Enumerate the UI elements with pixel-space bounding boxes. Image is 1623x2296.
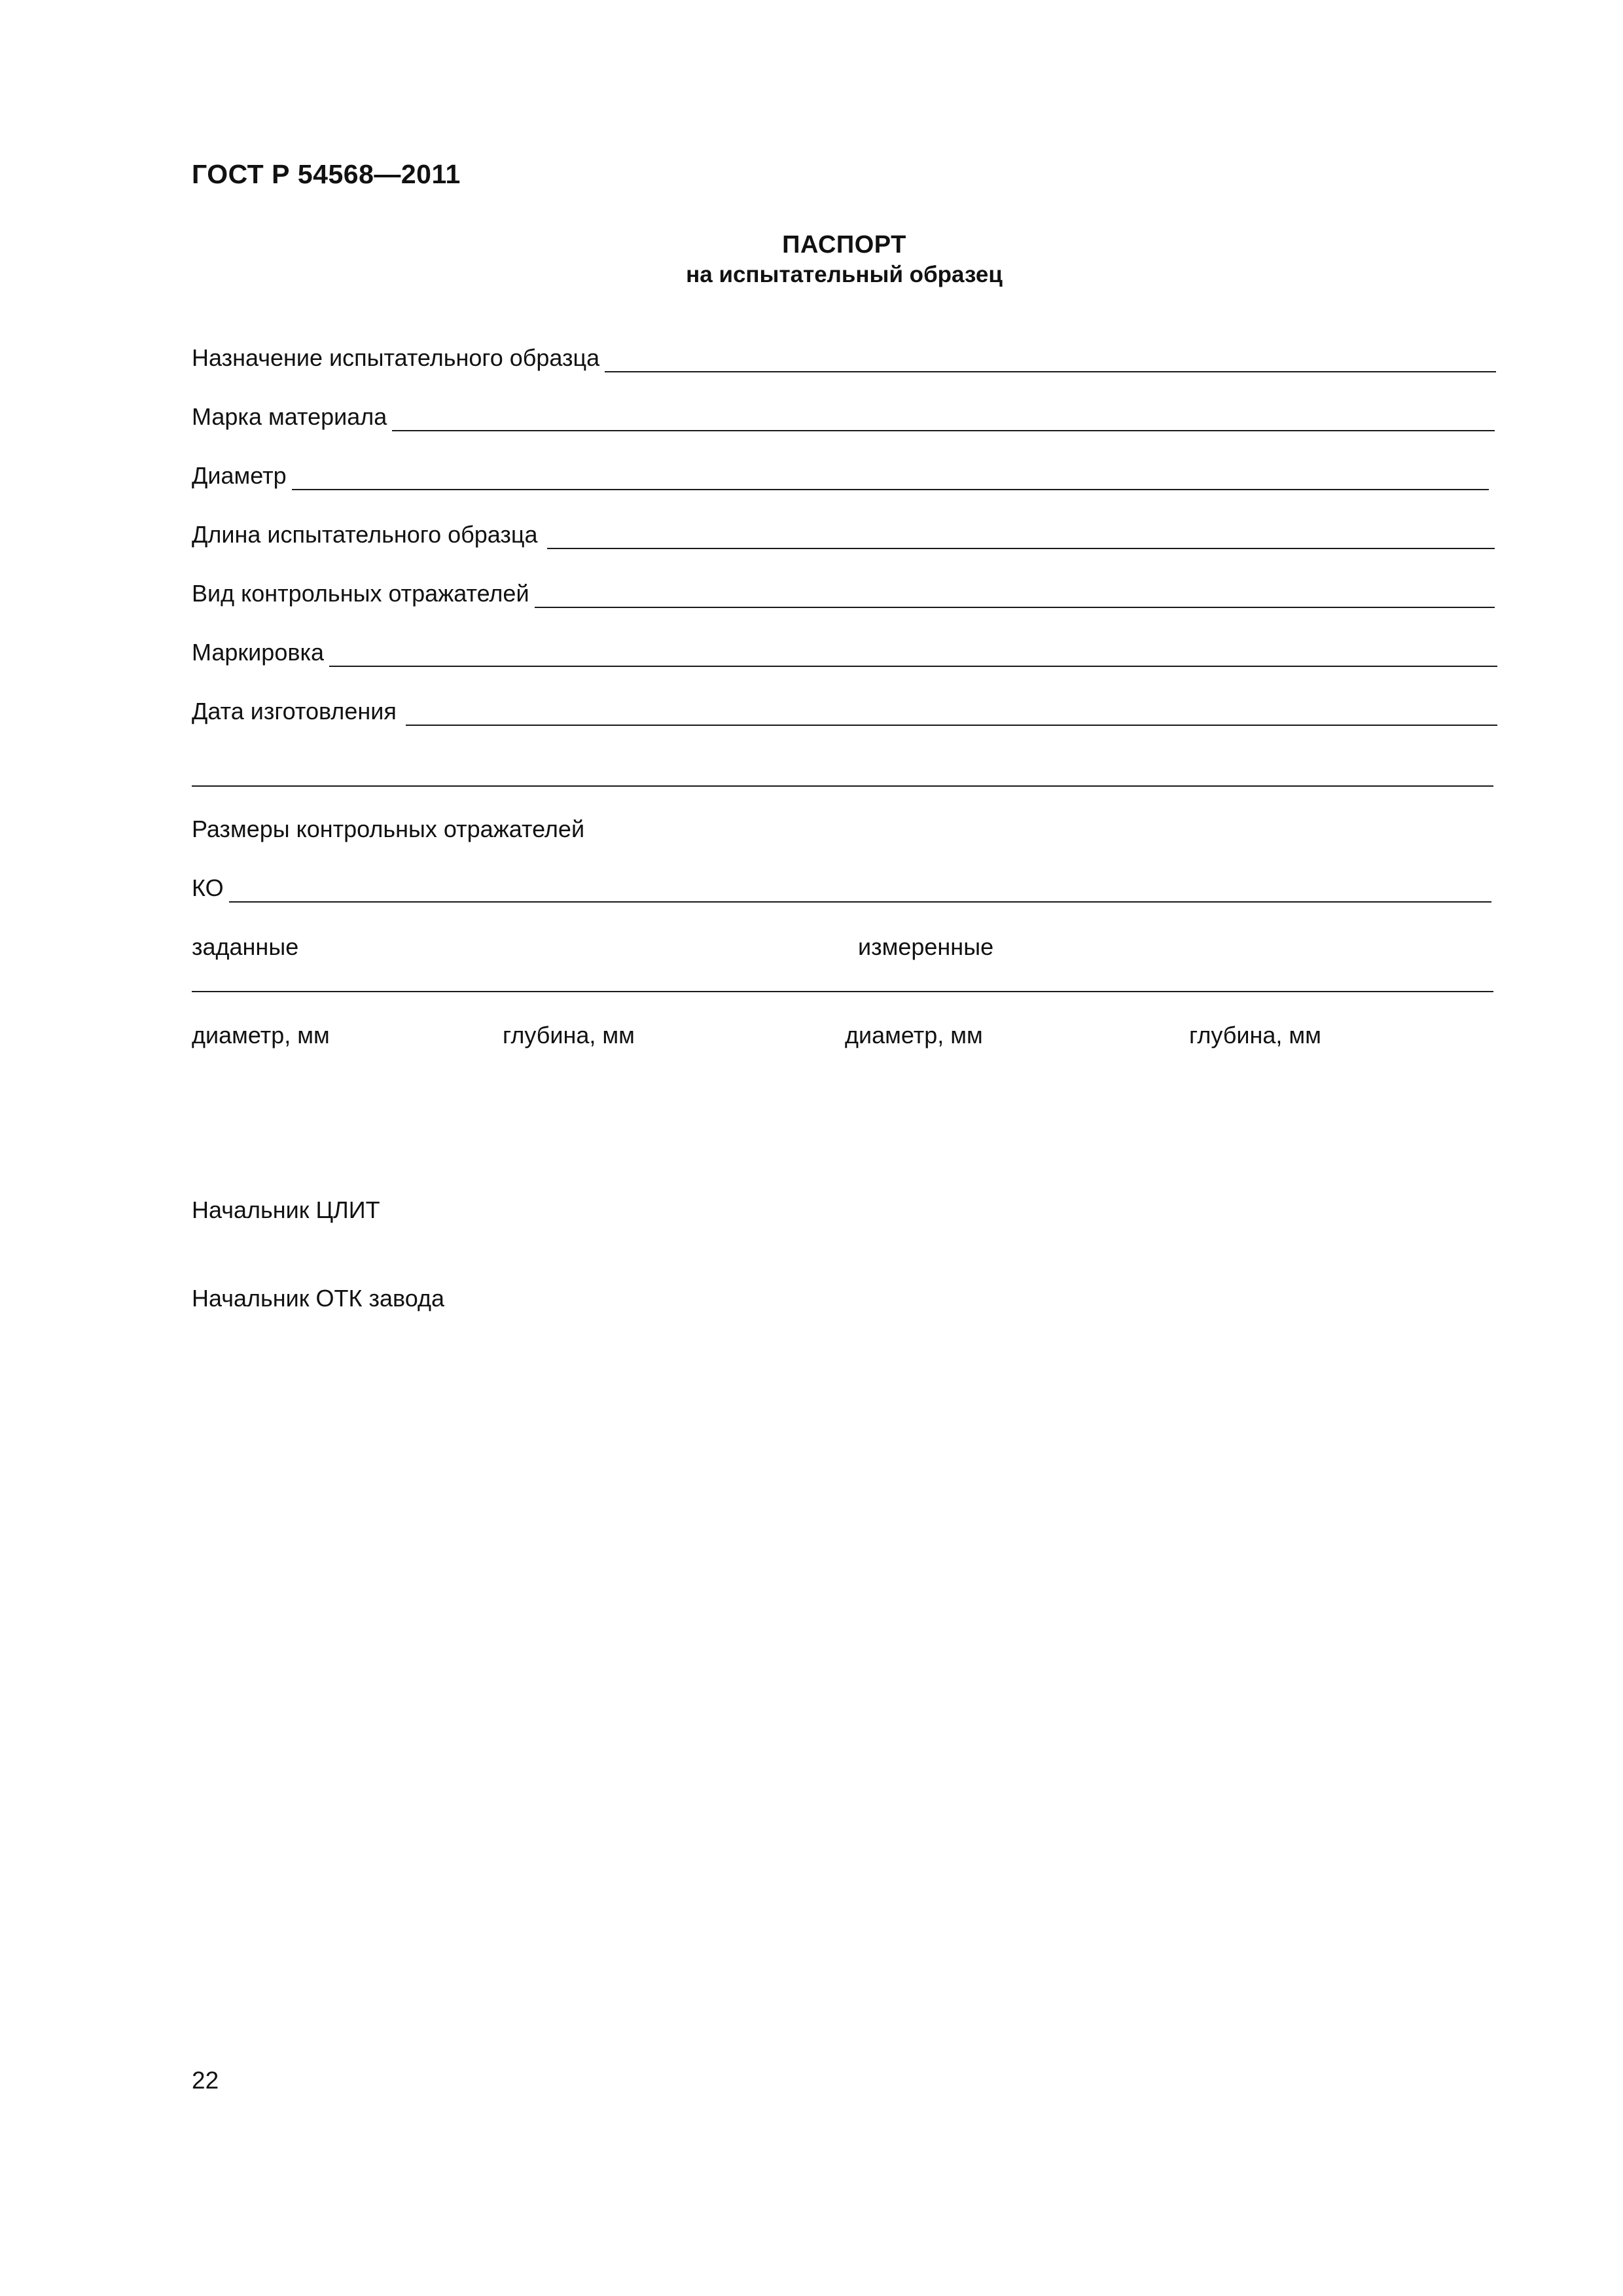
field-label: Вид контрольных отражателей xyxy=(192,580,529,607)
column-specified-depth: глубина, мм xyxy=(503,1022,635,1049)
page-number: 22 xyxy=(192,2067,219,2094)
field-label: Дата изготовления xyxy=(192,698,397,725)
field-specimen-purpose[interactable] xyxy=(192,344,1496,372)
field-blank-line[interactable] xyxy=(406,700,1497,726)
extra-blank-line[interactable] xyxy=(192,785,1493,787)
document-subtitle: на испытательный образец xyxy=(686,262,1003,287)
field-label: КО xyxy=(192,874,224,901)
reflectors-heading: Размеры контрольных отражателей xyxy=(192,816,585,842)
field-blank-line[interactable] xyxy=(229,876,1491,903)
field-blank-line[interactable] xyxy=(329,641,1497,667)
column-measured-diameter: диаметр, мм xyxy=(845,1022,983,1049)
column-specified-diameter: диаметр, мм xyxy=(192,1022,330,1049)
field-label: Маркировка xyxy=(192,639,325,666)
field-blank-line[interactable] xyxy=(535,582,1495,608)
signature-qc-head: Начальник ОТК завода xyxy=(192,1285,444,1312)
field-label: Назначение испытательного образца xyxy=(192,344,600,371)
column-measured-depth: глубина, мм xyxy=(1189,1022,1321,1049)
field-blank-line[interactable] xyxy=(292,464,1489,490)
field-manufacture-date[interactable] xyxy=(192,697,1497,726)
specified-label: заданные xyxy=(192,933,299,960)
field-label: Диаметр xyxy=(192,462,287,489)
measured-label: измеренные xyxy=(858,933,994,960)
field-diameter[interactable] xyxy=(192,461,1489,490)
field-label: Длина испытательного образца xyxy=(192,521,538,548)
document-title: ПАСПОРТ xyxy=(782,231,906,259)
field-ko[interactable] xyxy=(192,874,1491,903)
field-reflector-type[interactable] xyxy=(192,579,1495,608)
signature-lab-head: Начальник ЦЛИТ xyxy=(192,1196,380,1223)
field-blank-line[interactable] xyxy=(547,523,1495,549)
standard-code: ГОСТ Р 54568—2011 xyxy=(192,159,461,189)
section-divider-line xyxy=(192,991,1493,992)
field-blank-line[interactable] xyxy=(392,405,1495,431)
field-specimen-length[interactable] xyxy=(192,520,1495,549)
field-material-grade[interactable] xyxy=(192,403,1495,431)
field-label: Марка материала xyxy=(192,403,387,430)
field-blank-line[interactable] xyxy=(605,346,1496,372)
field-marking[interactable] xyxy=(192,638,1497,667)
